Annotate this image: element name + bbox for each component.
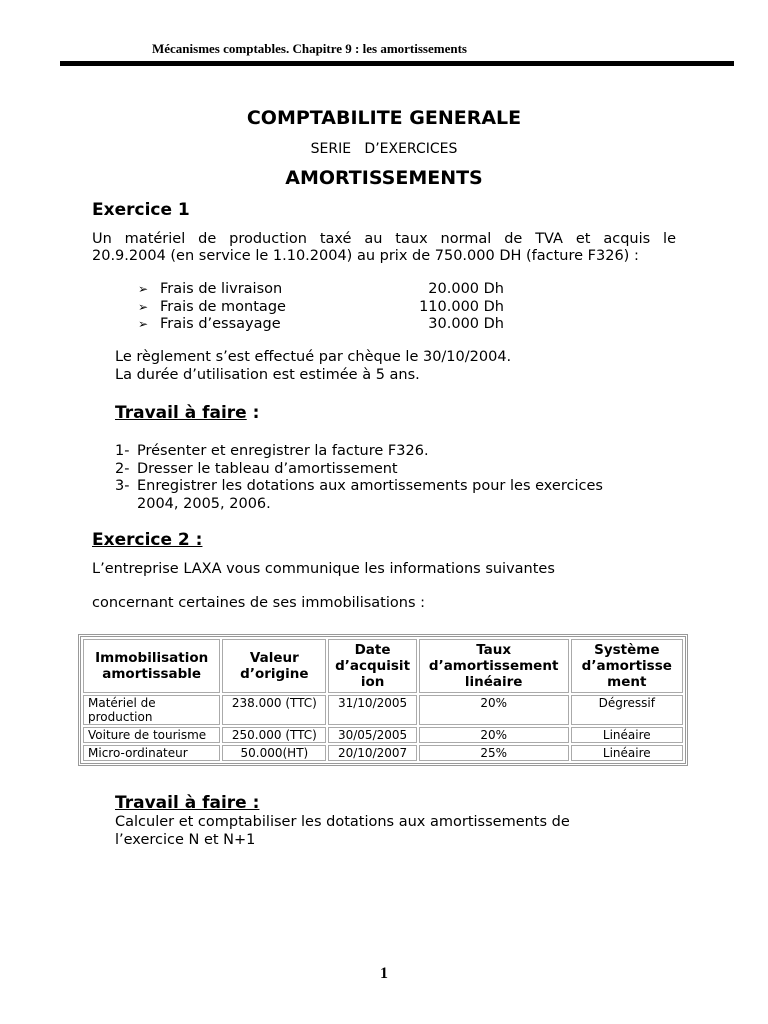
arrow-bullet-icon: ➢: [138, 282, 149, 296]
table-cell: 25%: [419, 745, 569, 761]
list-item: [115, 443, 603, 461]
exercise-1-title: Exercice 1: [92, 200, 190, 220]
task-text: Dresser le tableau d’amortissement: [137, 460, 398, 477]
cost-amount: 20.000 Dh: [428, 281, 504, 297]
column-header: Valeur d’origine: [222, 639, 326, 693]
assets-table: [78, 634, 688, 766]
document-title: COMPTABILITE GENERALE: [246, 107, 522, 129]
exercise-2-line-1: L’entreprise LAXA vous communique les informations suivantes: [92, 561, 555, 577]
task-number: 1-: [115, 443, 130, 459]
conclusion-line-1: Calculer et comptabiliser les dotations aux amortissements de: [115, 814, 570, 830]
exercise-2-title: Exercice 2 :: [92, 530, 203, 550]
todo-label: Travail à faire: [115, 403, 247, 423]
todo-heading-2: Travail à faire :: [115, 793, 260, 813]
document-subtitle: SERIE D’EXERCICES: [310, 141, 458, 157]
table-cell: Micro-ordinateur: [83, 745, 220, 761]
table-cell: Linéaire: [571, 727, 683, 743]
duration-text: La durée d’utilisation est estimée à 5 ans.: [115, 367, 420, 383]
column-header: Immobilisation amortissable: [83, 639, 220, 693]
table-cell: 30/05/2005: [328, 727, 416, 743]
column-header: Taux d’amortissement linéaire: [419, 639, 569, 693]
table-header-row: [83, 639, 683, 693]
table-cell: 31/10/2005: [328, 695, 416, 725]
column-header: Date d’acquisit ion: [328, 639, 416, 693]
cost-amount: 30.000 Dh: [428, 316, 504, 332]
table-cell: Matériel de production: [83, 695, 220, 725]
table-cell: Dégressif: [571, 695, 683, 725]
cost-label: Frais d’essayage: [160, 316, 281, 332]
task-list: [115, 443, 603, 513]
task-text: Enregistrer les dotations aux amortissements pour les exercices: [137, 478, 603, 494]
page-number: 1: [380, 965, 388, 982]
payment-text: Le règlement s’est effectué par chèque le 30/10/2004.: [115, 349, 512, 365]
arrow-bullet-icon: ➢: [138, 299, 149, 314]
cost-label: Frais de livraison: [160, 281, 283, 297]
conclusion-line-2: l’exercice N et N+1: [115, 832, 256, 848]
table-row: [83, 745, 683, 761]
table-cell: 20%: [419, 695, 569, 725]
table-cell: 250.000 (TTC): [222, 727, 326, 743]
running-header: Mécanismes comptables. Chapitre 9 : les amortissements: [152, 41, 467, 56]
table-cell: 238.000 (TTC): [222, 695, 326, 725]
exercise-2-line-2: concernant certaines de ses immobilisations :: [92, 595, 425, 611]
header-rule: [60, 61, 734, 66]
list-item: [115, 478, 603, 496]
cost-list: [138, 281, 504, 334]
list-item: [138, 281, 504, 299]
todo-colon: :: [246, 403, 260, 423]
list-item: [115, 461, 603, 479]
table-cell: Linéaire: [571, 745, 683, 761]
table-cell: 50.000(HT): [222, 745, 326, 761]
table-row: [83, 695, 683, 725]
task-number: 3-: [115, 478, 130, 494]
conclusion-block: [115, 813, 570, 849]
column-header: Système d’amortisse ment: [571, 639, 683, 693]
task-continuation: 2004, 2005, 2006.: [137, 495, 271, 512]
task-text: Présenter et enregistrer la facture F326.: [137, 443, 429, 459]
exercise-1-line-1: Un matériel de production taxé au taux normal de TVA et acquis le: [92, 231, 676, 247]
cost-amount: 110.000 Dh: [419, 298, 504, 315]
task-number: 2-: [115, 460, 130, 477]
document-heading: AMORTISSEMENTS: [285, 167, 483, 189]
arrow-bullet-icon: ➢: [138, 317, 149, 331]
list-item: [138, 299, 504, 317]
table-row: [83, 727, 683, 743]
cost-label: Frais de montage: [160, 298, 286, 315]
table-cell: Voiture de tourisme: [83, 727, 220, 743]
payment-block: [115, 348, 511, 384]
todo-heading-1: [115, 403, 259, 423]
table-cell: 20%: [419, 727, 569, 743]
list-item: [138, 316, 504, 334]
exercise-1-line-2: 20.9.2004 (en service le 1.10.2004) au prix de 750.000 DH (facture F326) :: [92, 248, 639, 264]
table-cell: 20/10/2007: [328, 745, 416, 761]
